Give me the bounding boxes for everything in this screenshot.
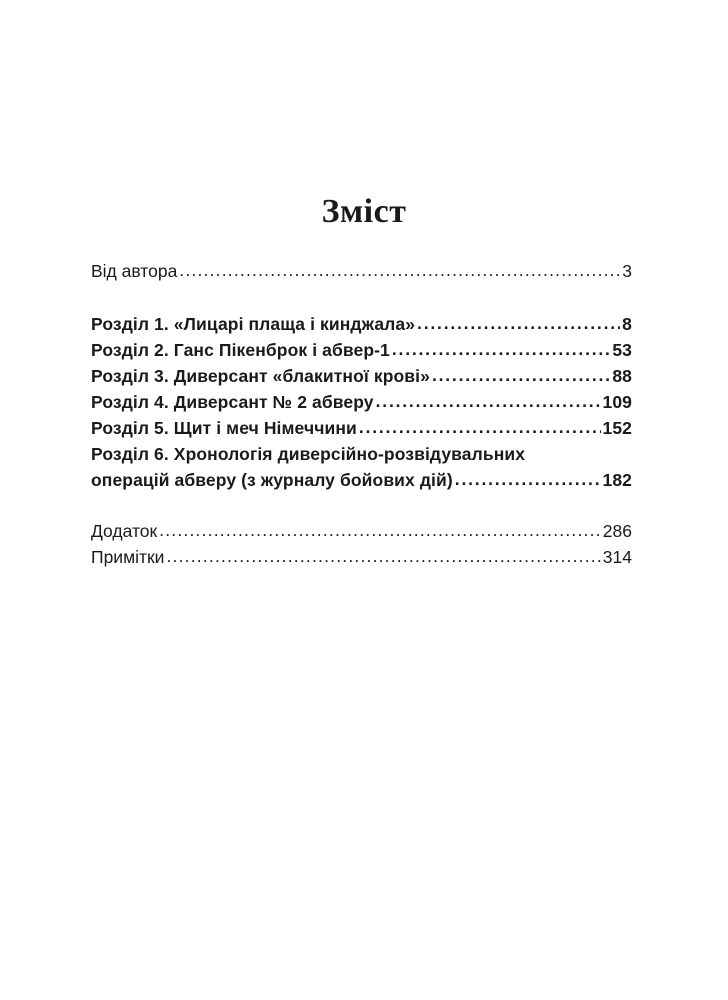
page-title: Зміст	[321, 192, 407, 230]
toc-leader-dots	[392, 336, 610, 362]
toc-leader-dots	[417, 310, 620, 336]
toc-entry-page: 3	[622, 261, 632, 281]
toc-entry-title: Додаток	[91, 521, 158, 541]
toc-entry-page: 109	[602, 392, 632, 412]
toc-entry-second-line	[91, 467, 632, 493]
toc-entry-chapter-5	[91, 415, 632, 441]
toc-entry-page: 182	[602, 470, 632, 490]
toc-leader-dots	[376, 388, 601, 414]
toc-front-matter	[91, 258, 632, 284]
toc-entry-title: Від автора	[91, 261, 178, 281]
toc-leader-dots	[359, 414, 601, 440]
toc-entry-page: 8	[622, 314, 632, 334]
toc-back-matter	[91, 518, 632, 570]
toc-leader-dots	[166, 543, 600, 569]
toc-entry-appendix	[91, 518, 632, 544]
toc-entry-title: Розділ 4. Диверсант № 2 абверу	[91, 392, 374, 412]
toc-entry-chapter-4	[91, 389, 632, 415]
toc-entry-page: 314	[602, 547, 632, 567]
toc-leader-dots	[159, 517, 601, 543]
toc-entry-page: 53	[612, 340, 632, 360]
toc-chapters	[91, 311, 632, 493]
toc-leader-dots	[432, 362, 610, 388]
toc-entry-title-line-1: Розділ 6. Хронологія диверсійно-розвідувальних	[91, 444, 526, 464]
toc-entry-title: Розділ 2. Ганс Пікенброк і абвер-1	[91, 340, 390, 360]
toc-entry-title: Розділ 1. «Лицарі плаща і кинджала»	[91, 314, 416, 334]
toc-entry-chapter-2	[91, 337, 632, 363]
toc-entry-chapter-1	[91, 311, 632, 337]
toc-leader-dots	[179, 257, 620, 283]
toc-entry-page: 88	[612, 366, 632, 386]
toc-entry-notes	[91, 544, 632, 570]
toc-entry-title-line-2: операцій абверу (з журналу бойових дій)	[91, 470, 453, 490]
toc-entry-title: Розділ 3. Диверсант «блакитної крові»	[91, 366, 430, 386]
toc-entry-title: Примітки	[91, 547, 165, 567]
toc-entry-chapter-6	[91, 441, 632, 493]
toc-entry-page: 152	[602, 418, 632, 438]
toc-entry-author-foreword	[91, 258, 632, 284]
toc-entry-chapter-3	[91, 363, 632, 389]
toc-entry-page: 286	[602, 521, 632, 541]
toc-leader-dots	[455, 466, 601, 492]
toc-entry-title: Розділ 5. Щит і меч Німеччини	[91, 418, 357, 438]
